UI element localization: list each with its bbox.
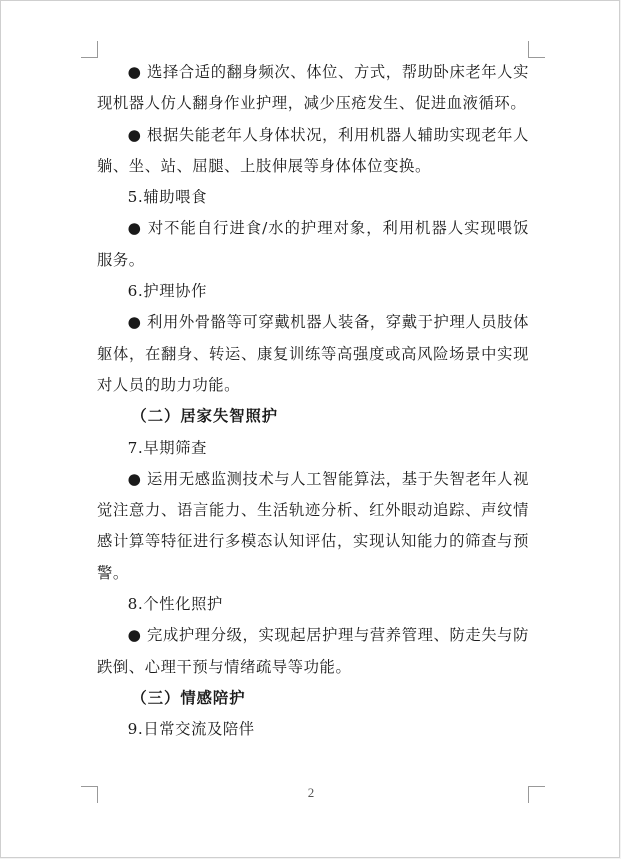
section-heading: （二）居家失智照护 <box>131 407 279 426</box>
item-heading: 8.个性化照护 <box>127 595 223 614</box>
bullet-paragraph: ● 对不能自行进食/水的护理对象，利用机器人实现喂饭服务。 <box>97 219 529 269</box>
crop-mark-top-right <box>528 41 545 58</box>
section-heading: （三）情感陪护 <box>131 688 246 707</box>
bullet-paragraph: ● 完成护理分级，实现起居护理与营养管理、防走失与防跌倒、心理干预与情绪疏导等功能。 <box>97 626 529 676</box>
page-number: 2 <box>307 785 315 800</box>
bullet-paragraph: ● 运用无感监测技术与人工智能算法，基于失智老年人视觉注意力、语言能力、生活轨迹分析、红外眼动追踪、声纹情感计算等特征进行多模态认知评估，实现认知能力的筛查与预警。 <box>97 469 529 582</box>
crop-mark-top-left <box>81 41 98 58</box>
document-body <box>97 57 529 746</box>
bullet-paragraph: ● 根据失能老年人身体状况，利用机器人辅助实现老年人躺、坐、站、屈腿、上肢伸展等身体体位变换。 <box>97 125 529 175</box>
item-heading: 6.护理协作 <box>127 282 207 301</box>
item-heading: 7.早期筛查 <box>127 438 207 457</box>
item-heading: 5.辅助喂食 <box>127 188 207 207</box>
bullet-paragraph: ● 选择合适的翻身频次、体位、方式，帮助卧床老年人实现机器人仿人翻身作业护理，减少压疮发生、促进血液循环。 <box>97 63 529 113</box>
item-heading: 9.日常交流及陪伴 <box>127 720 255 739</box>
bullet-paragraph: ● 利用外骨骼等可穿戴机器人装备，穿戴于护理人员肢体躯体，在翻身、转运、康复训练等高强度或高风险场景中实现对人员的助力功能。 <box>97 313 529 394</box>
